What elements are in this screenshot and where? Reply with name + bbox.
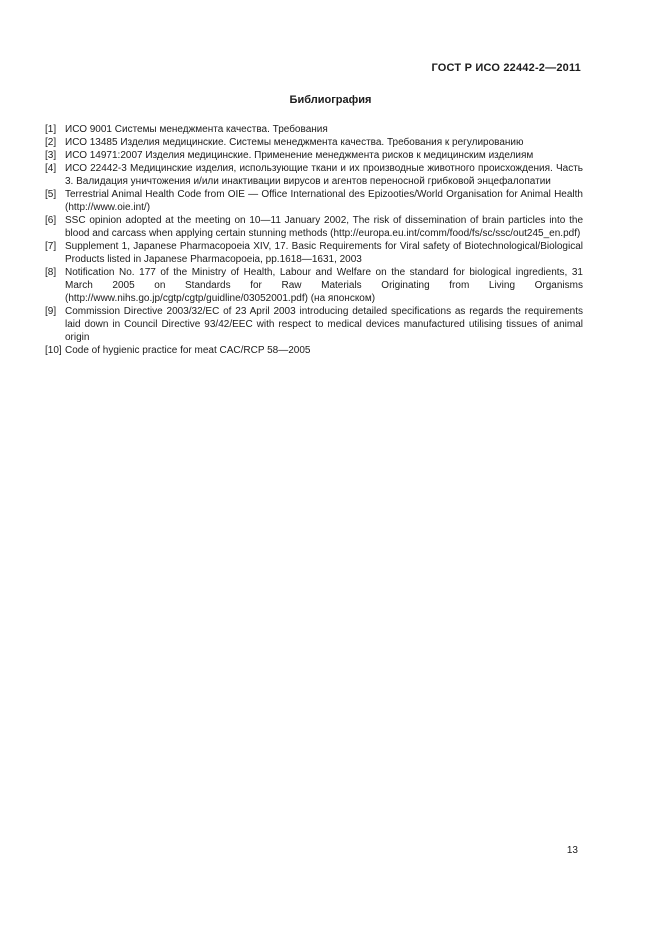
reference-number: [4] (45, 163, 57, 174)
reference-number: [5] (45, 189, 57, 200)
reference-number: [6] (45, 215, 57, 226)
page-title: Библиография (289, 94, 372, 106)
reference-text: Commission Directive 2003/32/EC of 23 April 2003 introducing detailed specifications as regards the requirements laid down in Council Directive 93/42/EEC with respect to medical devices manufactured utilising tissues of animal origin (65, 306, 583, 343)
reference-text: ИСО 13485 Изделия медицинские. Системы менеджмента качества. Требования к регулированию (65, 137, 524, 148)
document-header-standard-number: ГОСТ Р ИСО 22442-2—2011 (431, 62, 581, 74)
reference-item (45, 123, 583, 136)
reference-number: [9] (45, 306, 57, 317)
reference-item (45, 344, 583, 357)
reference-number: [2] (45, 137, 57, 148)
reference-text: Supplement 1, Japanese Pharmacopoeia XIV, 17. Basic Requirements for Viral safety of Biotechnological/Biological Products listed in Japanese Pharmacopoeia, pp.1618—1631, 2003 (65, 241, 583, 265)
reference-item (45, 149, 583, 162)
reference-item (45, 240, 583, 266)
reference-text: Terrestrial Animal Health Code from OIE — Office International des Epizooties/World Organisation for Animal Health (http://www.oie.int/) (65, 189, 583, 213)
reference-text: Code of hygienic practice for meat CAC/RCP 58—2005 (65, 345, 311, 356)
reference-text: ИСО 22442-3 Медицинские изделия, использующие ткани и их производные животного происхождения. Часть 3. Валидация уничтожения и/или инактивации вирусов и агентов переносной грибковой энцефалопатии (65, 163, 583, 187)
reference-text: Notification No. 177 of the Ministry of Health, Labour and Welfare on the standard for biological ingredients, 31 March 2005 on Standards for Raw Materials Originating from Living Organisms (http://www.nihs.go.jp/cgtp/cgtp/guidline/03052001.pdf) (на японском) (65, 267, 583, 304)
reference-number: [1] (45, 124, 57, 135)
bibliography-list (45, 123, 583, 357)
reference-item (45, 136, 583, 149)
reference-text: ИСО 9001 Системы менеджмента качества. Требования (65, 124, 328, 135)
reference-item (45, 266, 583, 305)
reference-number: [10] (45, 345, 62, 356)
reference-number: [3] (45, 150, 57, 161)
reference-text: ИСО 14971:2007 Изделия медицинские. Применение менеджмента рисков к медицинским изделиям (65, 150, 534, 161)
reference-number: [7] (45, 241, 57, 252)
reference-item (45, 305, 583, 344)
reference-item (45, 214, 583, 240)
reference-item (45, 188, 583, 214)
page-number: 13 (566, 845, 578, 856)
reference-item (45, 162, 583, 188)
reference-text: SSC opinion adopted at the meeting on 10—11 January 2002, The risk of dissemination of brain particles into the blood and carcass when applying certain stunning methods (http://europa.eu.int/comm/food/fs/sc/ssc/out245_en.pdf) (65, 215, 583, 239)
reference-number: [8] (45, 267, 57, 278)
